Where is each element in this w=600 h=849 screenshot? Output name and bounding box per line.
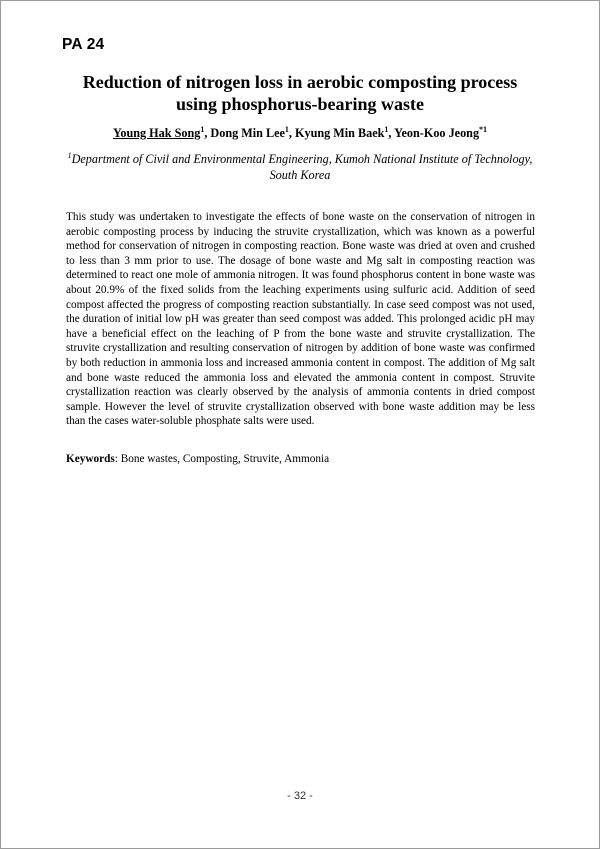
- session-code: PA 24: [62, 36, 105, 53]
- keywords-label: Keywords: [66, 453, 115, 465]
- affiliation-text: Department of Civil and Environmental Engineering, Kumoh National Institute of Technology, South Korea: [71, 152, 533, 182]
- author-affiliation-mark: 1: [284, 124, 289, 134]
- author-name: Dong Min Lee: [210, 126, 285, 140]
- keywords-list: Bone wastes, Composting, Struvite, Ammonia: [120, 453, 330, 465]
- affiliation-mark: 1: [67, 150, 72, 160]
- paper-title: Reduction of nitrogen loss in aerobic composting process using phosphorus-bearing waste: [82, 72, 518, 114]
- keywords-separator: :: [114, 453, 121, 465]
- author-affiliation-mark: 1: [384, 124, 389, 134]
- author-affiliation-mark: 1: [200, 124, 205, 134]
- author-separator: ,: [204, 126, 211, 140]
- affiliation: [60, 152, 540, 183]
- author-affiliation-mark: *1: [479, 124, 488, 134]
- author-separator: ,: [388, 126, 395, 140]
- author-name: Yeon-Koo Jeong: [394, 126, 480, 140]
- page-number: - 32 -: [287, 790, 313, 802]
- abstract-body: This study was undertaken to investigate the effects of bone waste on the conservation of nitrogen in aerobic composting process by inducing the struvite crystallization, which was known as a powerful method for conservation of nitrogen in composting reaction. Bone waste was dried at oven and crushed to less than 3 mm prior to use. The dosage of bone waste and Mg salt in composting reaction was determined to react one mole of ammonia nitrogen. It was found phosphorus content in bone waste was about 20.9% of the fixed solids from the leaching experiments using sulfuric acid. Addition of seed compost affected the progress of composting reaction substantially. In case seed compost was not used, the duration of initial low pH was greater than seed compost was added. This prolonged acidic pH may have a beneficial effect on the leaching of P from the bone waste and struvite crystallization. The struvite crystallization and resulting conservation of nitrogen by addition of bone waste was confirmed by both reduction in ammonia loss and increased ammonia content in compost. The addition of Mg salt and bone waste reduced the ammonia loss and elevated the ammonia content in compost. Struvite crystallization reaction was clearly observed by the analysis of ammonia contents in dried compost sample. However the level of struvite crystallization observed with bone waste addition may be less than the cases water-soluble phosphate salts were used.: [66, 211, 535, 428]
- author-separator: ,: [288, 126, 295, 140]
- keywords: [66, 452, 535, 467]
- author-list: [60, 126, 540, 141]
- author-name: Kyung Min Baek: [295, 126, 385, 140]
- author-name: Young Hak Song: [112, 126, 201, 140]
